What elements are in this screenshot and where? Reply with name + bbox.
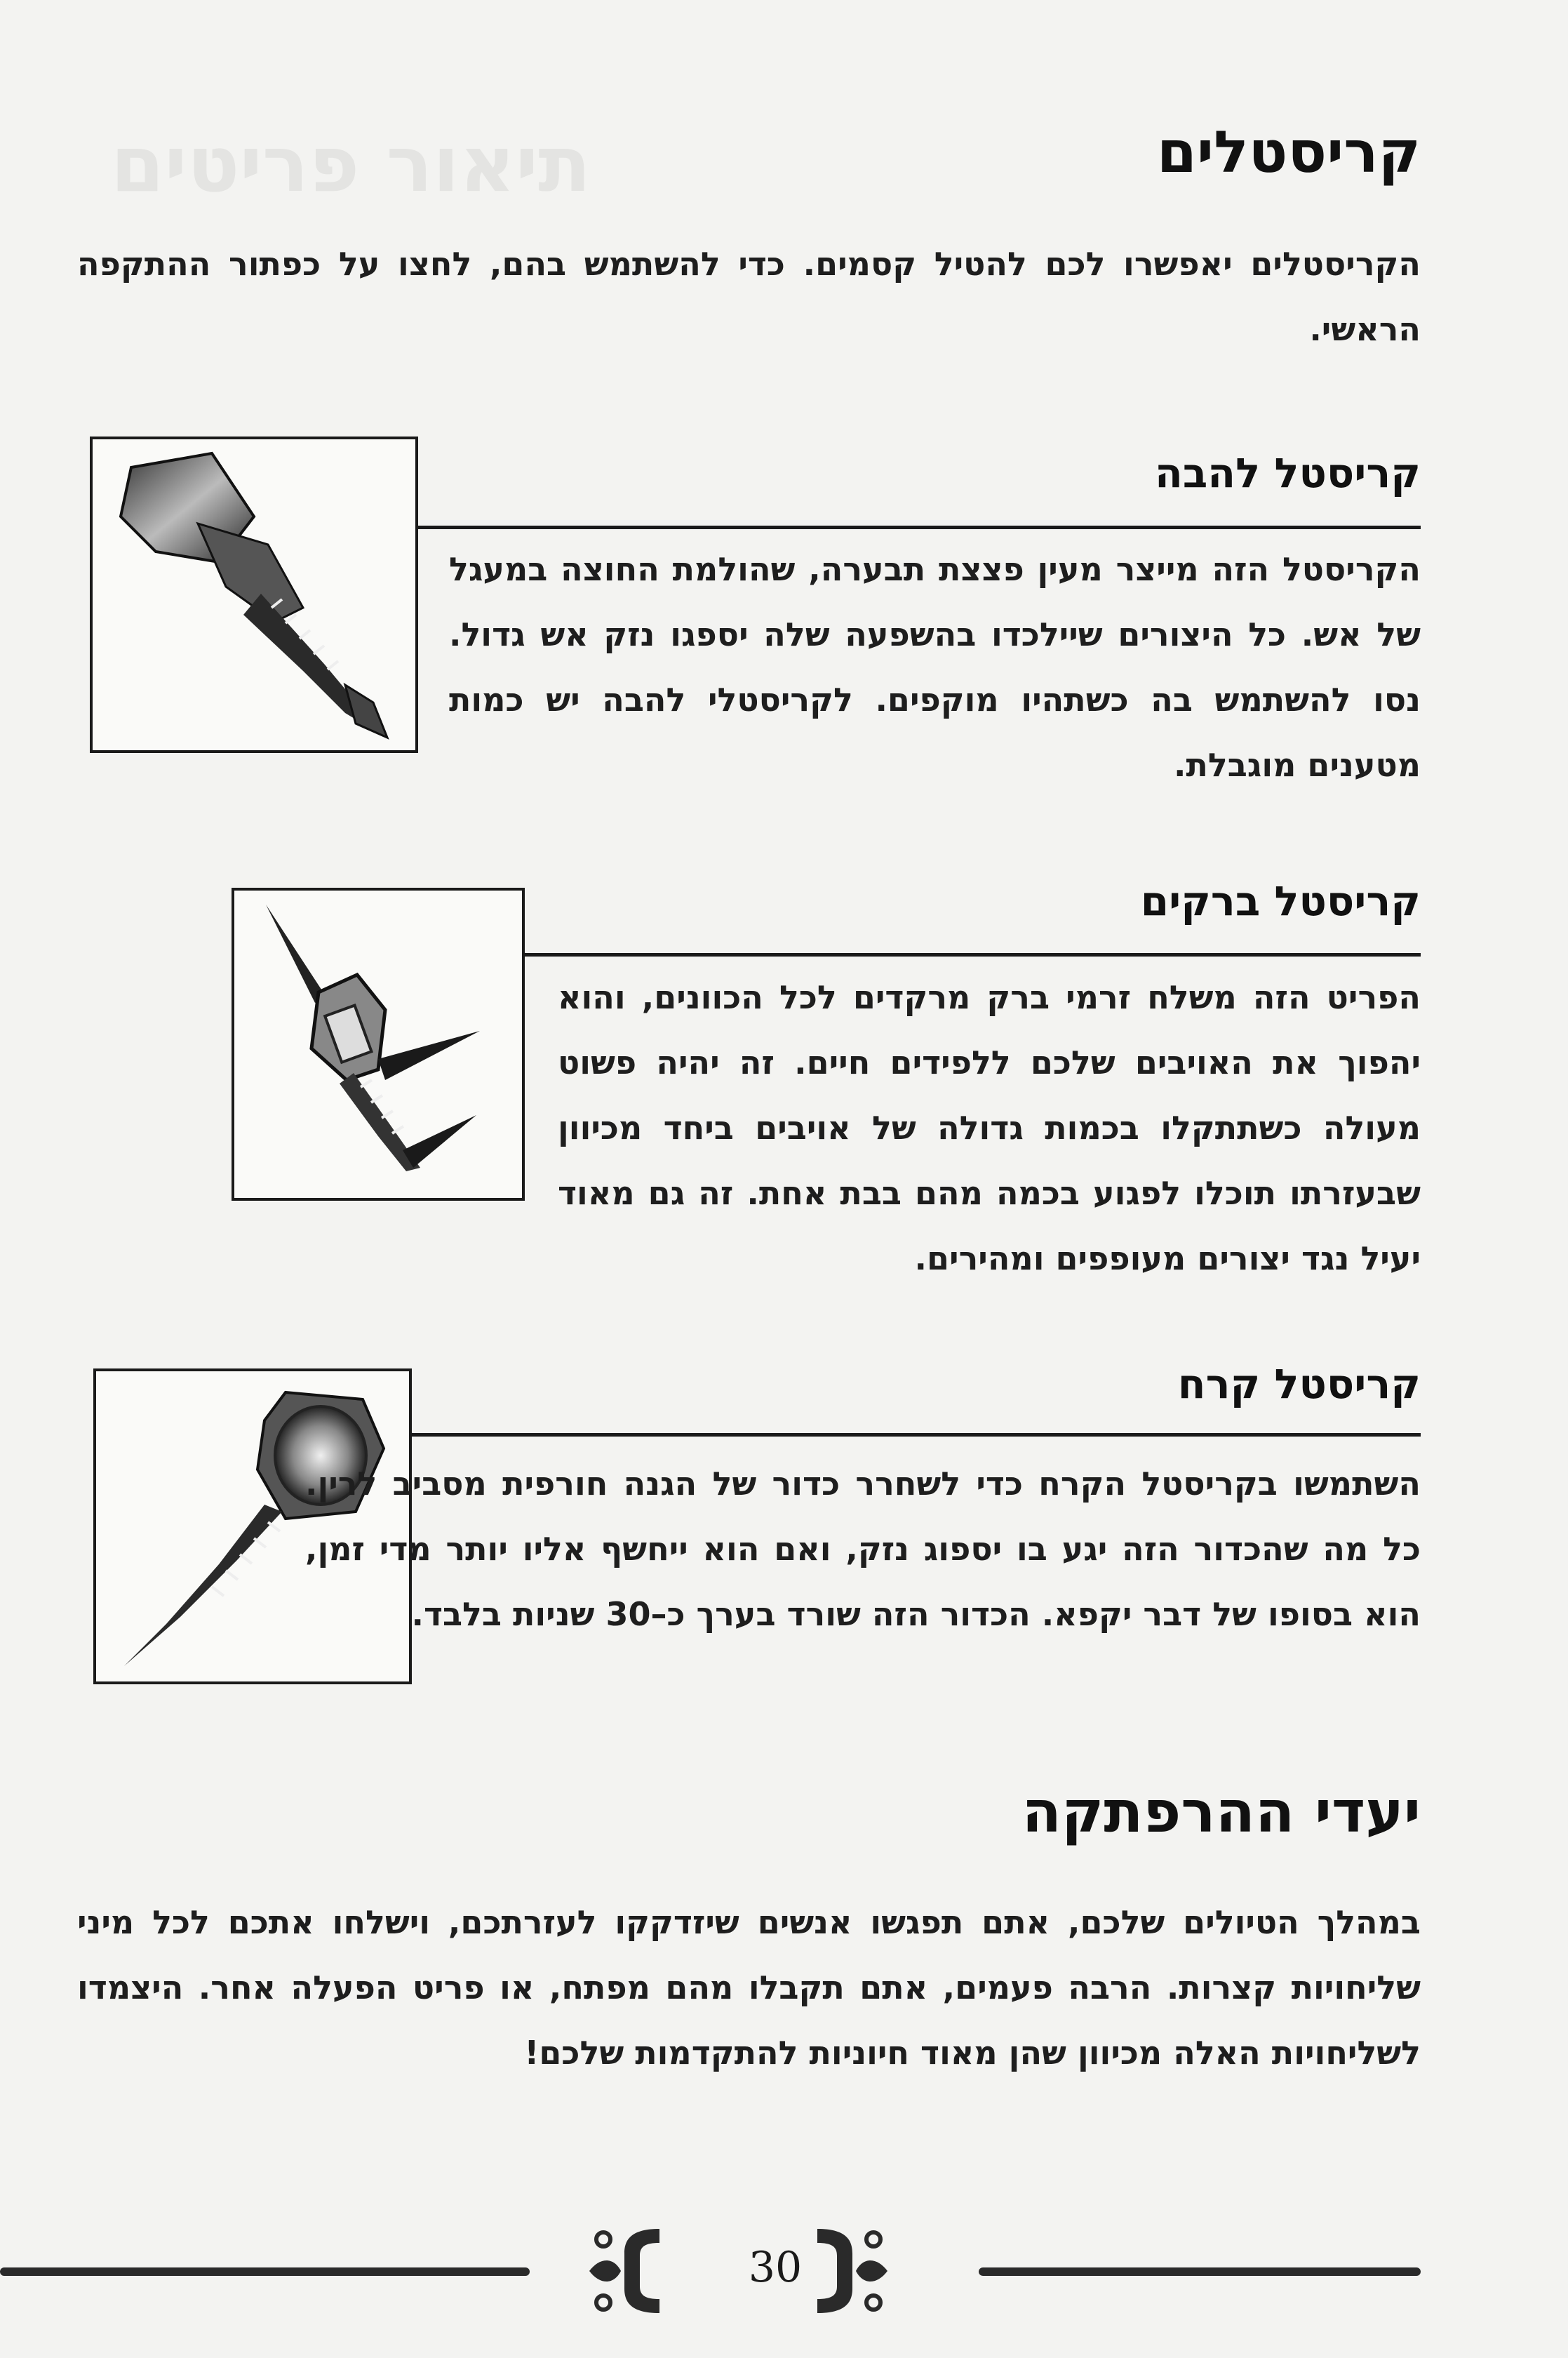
fire-crystal-text: הקריסטל הזה מייצר מעין פצצת תבערה, שהולמת החוצה במעגל של אש. כל היצורים שיילכדו בהשפעה שלה יספגו נזק אש גדול. נסו להשתמש בה כשתהיו מוקפים. לקריסטלי להבה יש כמות מטענים מוגבלת. [449, 550, 1421, 784]
footer-ornament-right-icon [814, 2222, 894, 2320]
fire-crystal-icon [93, 439, 415, 750]
page-title: קריסטלים [1156, 119, 1421, 186]
fire-crystal-rule [415, 526, 1421, 529]
quests-title: יעדי ההרפתקה [1021, 1779, 1421, 1846]
page-number: 30 [748, 2243, 803, 2292]
footer-line-right [979, 2267, 1421, 2276]
quests-paragraph: במהלך הטיולים שלכם, אתם תפגשו אנשים שיזדקקו לעזרתכם, וישלחו אתכם לכל מיני שליחויות קצרות. הרבה פעמים, אתם תקבלו מהם מפתח, או פריט הפעלה אחר. היצמדו לשליחויות האלה מכיוון שהן מאוד חיוניות להתקדמות שלכם! [77, 1903, 1421, 2072]
ice-crystal-rule [410, 1433, 1421, 1437]
footer-line-left [0, 2267, 530, 2276]
lightning-crystal-icon [234, 891, 522, 1198]
ice-crystal-title: קריסטל קרח [1177, 1360, 1421, 1408]
lightning-crystal-rule [525, 953, 1421, 957]
footer-ornament-left-icon [582, 2222, 663, 2320]
intro-paragraph: הקריסטלים יאפשרו לכם להטיל קסמים. כדי להשתמש בהם, לחצו על כפתור ההתקפה הראשי. [77, 245, 1421, 348]
lightning-crystal-title: קריסטל ברקים [1140, 877, 1421, 925]
bleed-through-text: תיאור פריטים [110, 119, 591, 209]
fire-crystal-title: קריסטל להבה [1155, 449, 1421, 497]
lightning-crystal-text: הפריט הזה משלח זרמי ברק מרקדים לכל הכוונים, והוא יהפוך את האויבים שלכם ללפידים חיים. זה יהיה פשוט מעולה כשתתקלו בכמות גדולה של אויבים ביחד מכיוון שבעזרתו תוכלו לפגוע בכמה מהם בבת אחת. זה גם מאוד יעיל נגד יצורים מעופפים ומהירים. [558, 978, 1421, 1277]
ice-crystal-text: השתמשו בקריסטל הקרח כדי לשחרר כדור של הגנה חורפית מסביב לרין. כל מה שהכדור הזה יגע בו יספוג נזק, ואם הוא ייחשף אליו יותר מדי זמן, הוא בסופו של דבר יקפא. הכדור הזה שורד בערך כ–30 שניות בלבד. [305, 1465, 1421, 1633]
fire-crystal-image [90, 437, 418, 753]
lightning-crystal-image [232, 888, 525, 1201]
